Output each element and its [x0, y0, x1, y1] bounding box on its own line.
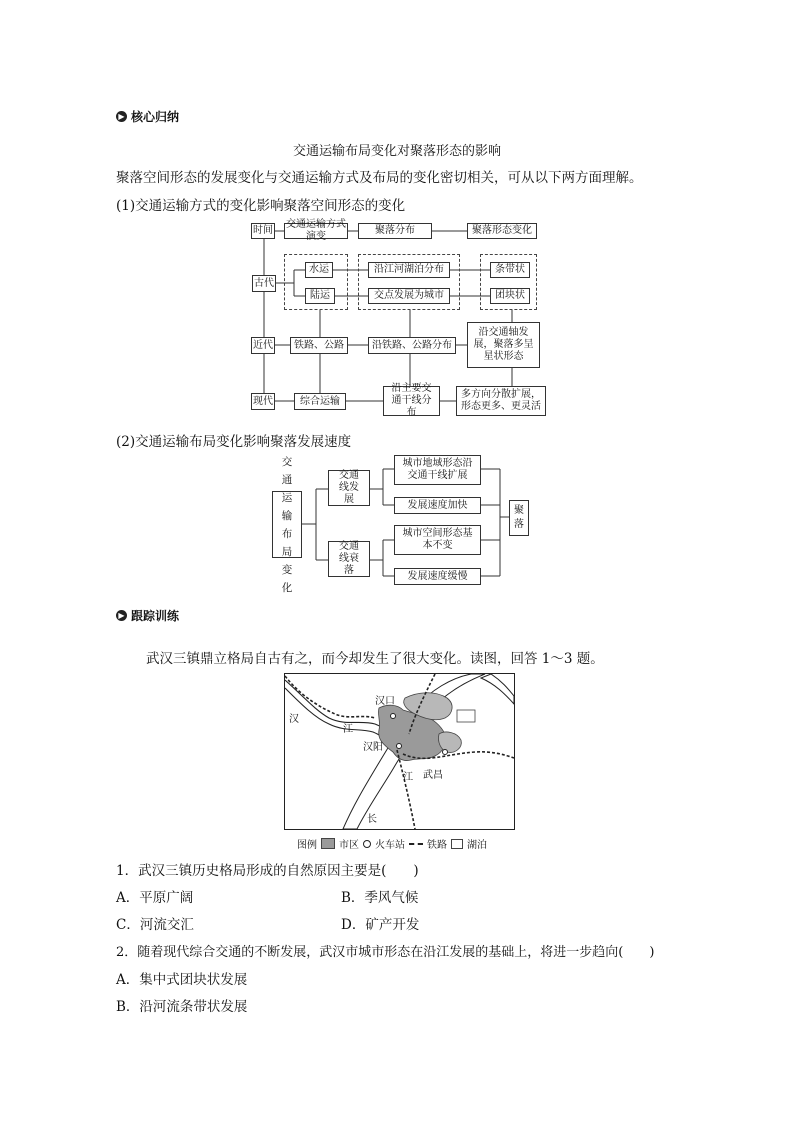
main-title: 交通运输布局变化对聚落形态的影响: [292, 144, 501, 159]
question-2-option-b: B．沿河流条带状发展: [116, 999, 248, 1015]
result-expand-along-lines: 城市地域形态沿交通干线扩展: [394, 455, 481, 485]
header-settlement-form: 聚落形态变化: [467, 223, 537, 239]
target-settlement: 聚落: [509, 500, 529, 536]
label-hanyang: 汉阳: [363, 742, 383, 753]
near-modern-transport: 铁路、公路: [290, 337, 348, 354]
ancient-form-cluster: 团块状: [490, 288, 530, 304]
circle-arrow-icon: ▶: [116, 610, 127, 621]
intro-paragraph: 聚落空间形态的发展变化与交通运输方式及布局的变化密切相关，可从以下两方面理解。: [116, 170, 643, 186]
ancient-distribution-junctions: 交点发展为城市: [368, 288, 450, 304]
section-title: 跟踪训练: [131, 609, 180, 623]
wuhan-map: [284, 673, 515, 830]
passage-text: 武汉三镇鼎立格局自古有之，而今却发生了很大变化。读图，回答 1～3 题。: [146, 651, 604, 667]
near-modern-form: 沿交通轴发展，聚落多呈星状形态: [467, 322, 540, 368]
legend-title: 图例: [297, 840, 317, 851]
part2-heading: (2)交通运输布局变化影响聚落发展速度: [116, 434, 352, 450]
question-1-option-a: A．平原广阔: [116, 890, 194, 906]
modern-distribution: 沿主要交通干线分布: [383, 386, 440, 416]
ancient-form-strip: 条带状: [490, 262, 530, 278]
root-transport-layout-change: 交通运输布局变化: [272, 491, 302, 558]
legend-station: 火车站: [375, 840, 405, 851]
section-heading-training: [116, 607, 179, 624]
label-jiang-2: 江: [403, 772, 413, 783]
map-drawing: [285, 674, 514, 829]
label-hankou: 汉口: [375, 696, 395, 707]
legend-lake: 湖泊: [467, 840, 487, 851]
legend-urban: 市区: [339, 840, 359, 851]
question-2-stem: 2．随着现代综合交通的不断发展，武汉市城市形态在沿江发展的基础上，将进一步趋向( ): [116, 945, 655, 960]
ancient-distribution-rivers: 沿江河湖泊分布: [368, 262, 450, 278]
question-2-option-a: A．集中式团块状发展: [116, 972, 248, 988]
ancient-land-transport: 陆运: [305, 288, 335, 304]
header-settlement-distribution: 聚落分布: [358, 223, 432, 239]
header-transport-evolution: 交通运输方式演变: [286, 219, 346, 242]
label-han-river: 汉: [289, 714, 299, 725]
circle-arrow-icon: ▶: [116, 111, 127, 122]
modern-form: 多方向分散扩展，形态更多、更灵活: [456, 386, 546, 416]
section-title: 核心归纳: [131, 110, 180, 124]
label-wuchang: 武昌: [423, 770, 443, 781]
near-modern-distribution: 沿铁路、公路分布: [368, 337, 456, 354]
result-slow-development: 发展速度缓慢: [394, 568, 481, 585]
modern-transport: 综合运输: [294, 393, 346, 410]
era-ancient: 古代: [252, 275, 276, 292]
branch-transport-development: 交通线发展: [328, 470, 370, 506]
label-chang: 长: [367, 814, 377, 825]
era-modern: 现代: [251, 393, 275, 410]
era-near-modern: 近代: [251, 337, 275, 354]
map-legend: [297, 836, 487, 851]
part1-heading: (1)交通运输方式的变化影响聚落空间形态的变化: [116, 198, 406, 214]
question-1-option-c: C．河流交汇: [116, 917, 194, 933]
lake-icon: [451, 839, 463, 849]
railway-icon: [409, 843, 423, 845]
header-time: 时间: [251, 223, 275, 239]
branch-transport-decline: 交通线衰落: [328, 541, 370, 577]
result-faster-development: 发展速度加快: [394, 497, 481, 514]
ancient-water-transport: 水运: [305, 262, 333, 278]
result-form-unchanged: 城市空间形态基本不变: [394, 525, 481, 555]
label-jiang-1: 江: [343, 724, 353, 735]
legend-railway: 铁路: [427, 840, 447, 851]
urban-swatch-icon: [321, 838, 335, 849]
question-1-option-b: B．季风气候: [341, 890, 419, 906]
question-1-option-d: D．矿产开发: [341, 917, 420, 933]
station-icon: [363, 840, 371, 848]
question-1-stem: 1．武汉三镇历史格局形成的自然原因主要是( ): [116, 863, 419, 879]
